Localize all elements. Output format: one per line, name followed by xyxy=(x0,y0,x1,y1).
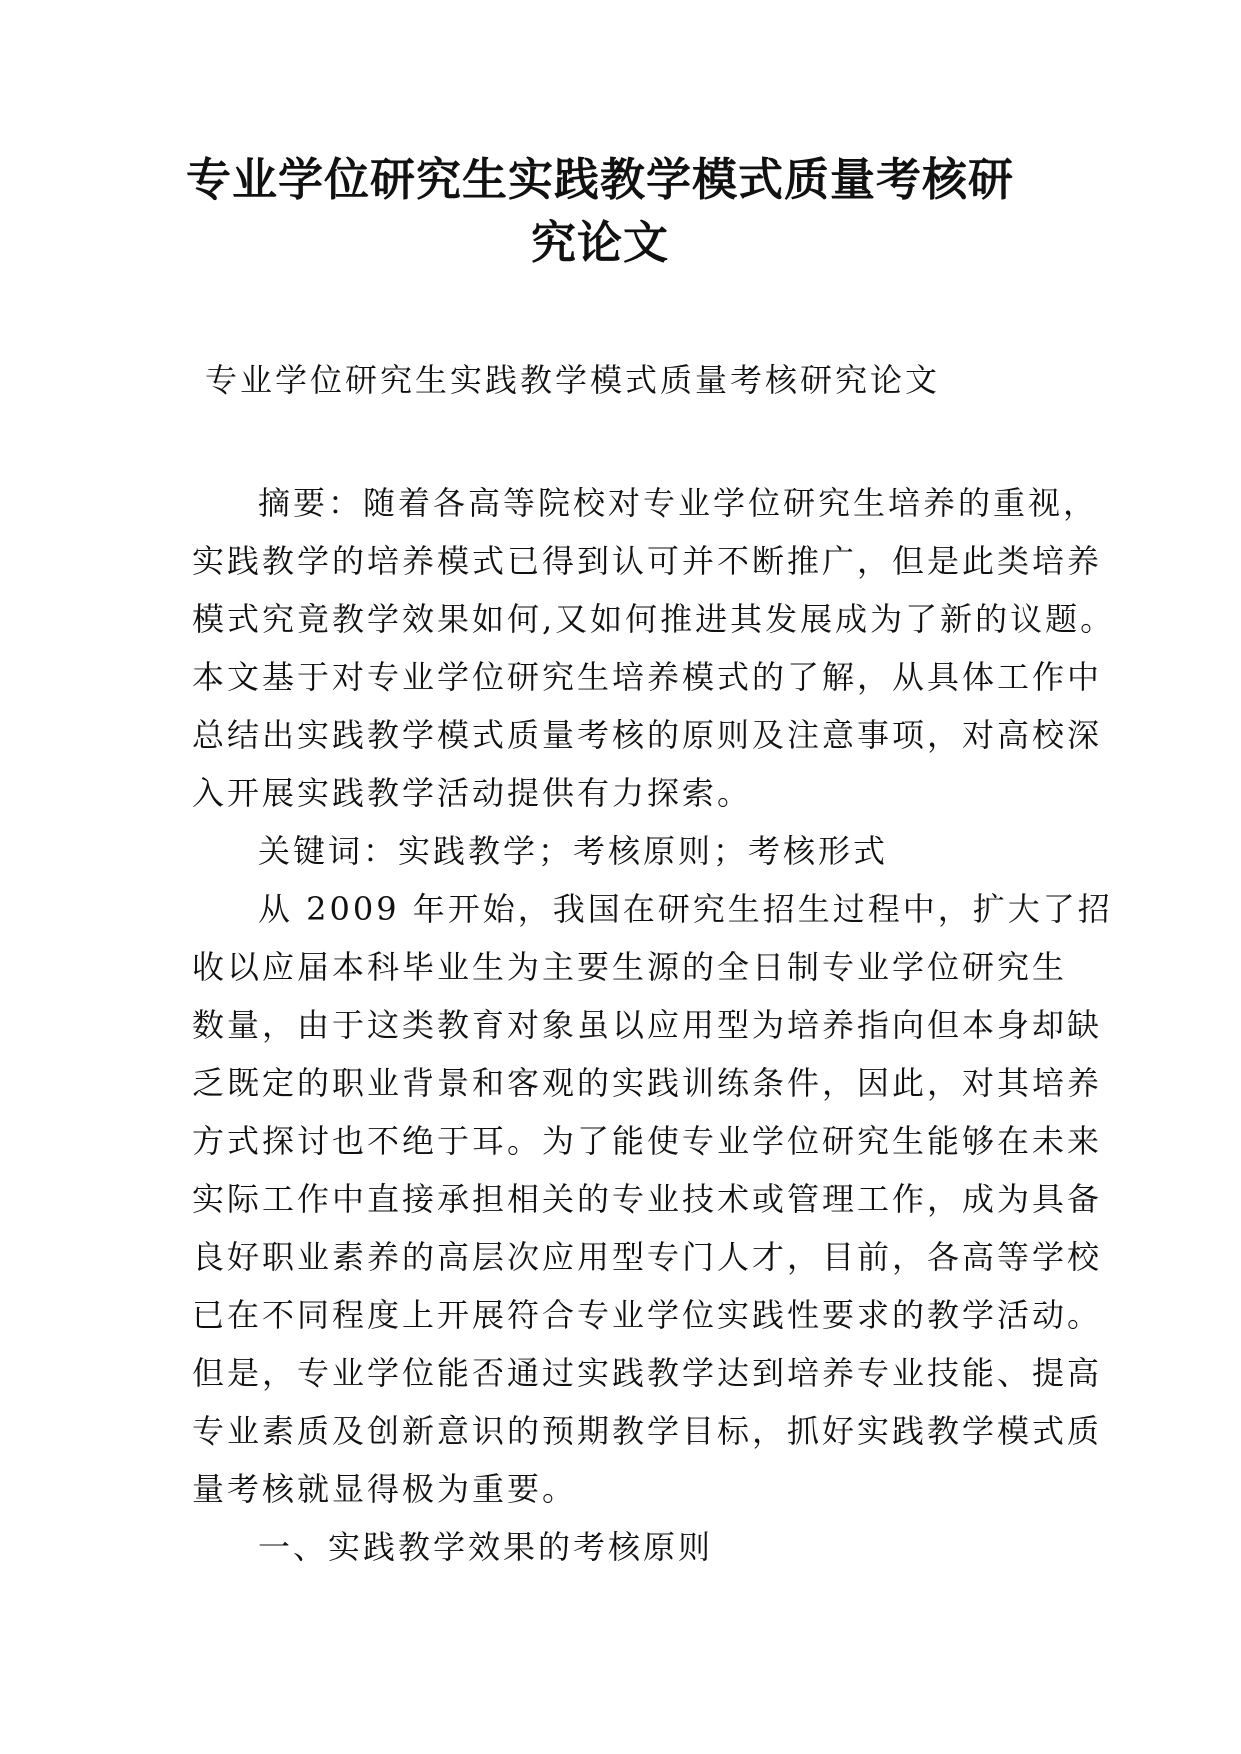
body-line: 但是，专业学位能否通过实践教学达到培养专业技能、提高 xyxy=(192,1354,1103,1392)
abstract-line: 本文基于对专业学位研究生培养模式的了解，从具体工作中 xyxy=(192,658,1103,696)
body-line: 从 2009 年开始，我国在研究生招生过程中，扩大了招 xyxy=(258,890,1113,928)
body-line: 量考核就显得极为重要。 xyxy=(192,1470,578,1508)
document-subtitle: 专业学位研究生实践教学模式质量考核研究论文 xyxy=(205,361,941,399)
abstract-line: 模式究竟教学效果如何,又如何推进其发展成为了新的议题。 xyxy=(192,600,1116,638)
keywords-line: 关键词：实践教学；考核原则；考核形式 xyxy=(258,832,889,870)
body-line: 乏既定的职业背景和客观的实践训练条件，因此，对其培养 xyxy=(192,1064,1103,1102)
abstract-line: 摘要：随着各高等院校对专业学位研究生培养的重视， xyxy=(258,484,1099,522)
body-line: 方式探讨也不绝于耳。为了能使专业学位研究生能够在未来 xyxy=(192,1122,1103,1160)
document-title-line-2: 究论文 xyxy=(530,216,669,269)
document-title xyxy=(160,148,1040,274)
section-heading: 一、实践教学效果的考核原则 xyxy=(258,1528,714,1566)
body-line: 已在不同程度上开展符合专业学位实践性要求的教学活动。 xyxy=(192,1296,1103,1334)
document-title-line-1: 专业学位研究生实践教学模式质量考核研 xyxy=(185,153,1014,206)
abstract-line: 总结出实践教学模式质量考核的原则及注意事项，对高校深 xyxy=(192,716,1103,754)
body-line: 数量，由于这类教育对象虽以应用型为培养指向但本身却缺 xyxy=(192,1006,1103,1044)
document-body xyxy=(192,474,1115,1576)
body-line: 实际工作中直接承担相关的专业技术或管理工作，成为具备 xyxy=(192,1180,1103,1218)
body-line: 收以应届本科毕业生为主要生源的全日制专业学位研究生 xyxy=(192,948,1068,986)
abstract-line: 实践教学的培养模式已得到认可并不断推广，但是此类培养 xyxy=(192,542,1103,580)
body-line: 专业素质及创新意识的预期教学目标，抓好实践教学模式质 xyxy=(192,1412,1103,1450)
body-line: 良好职业素养的高层次应用型专门人才，目前，各高等学校 xyxy=(192,1238,1103,1276)
abstract-line: 入开展实践教学活动提供有力探索。 xyxy=(192,774,753,812)
